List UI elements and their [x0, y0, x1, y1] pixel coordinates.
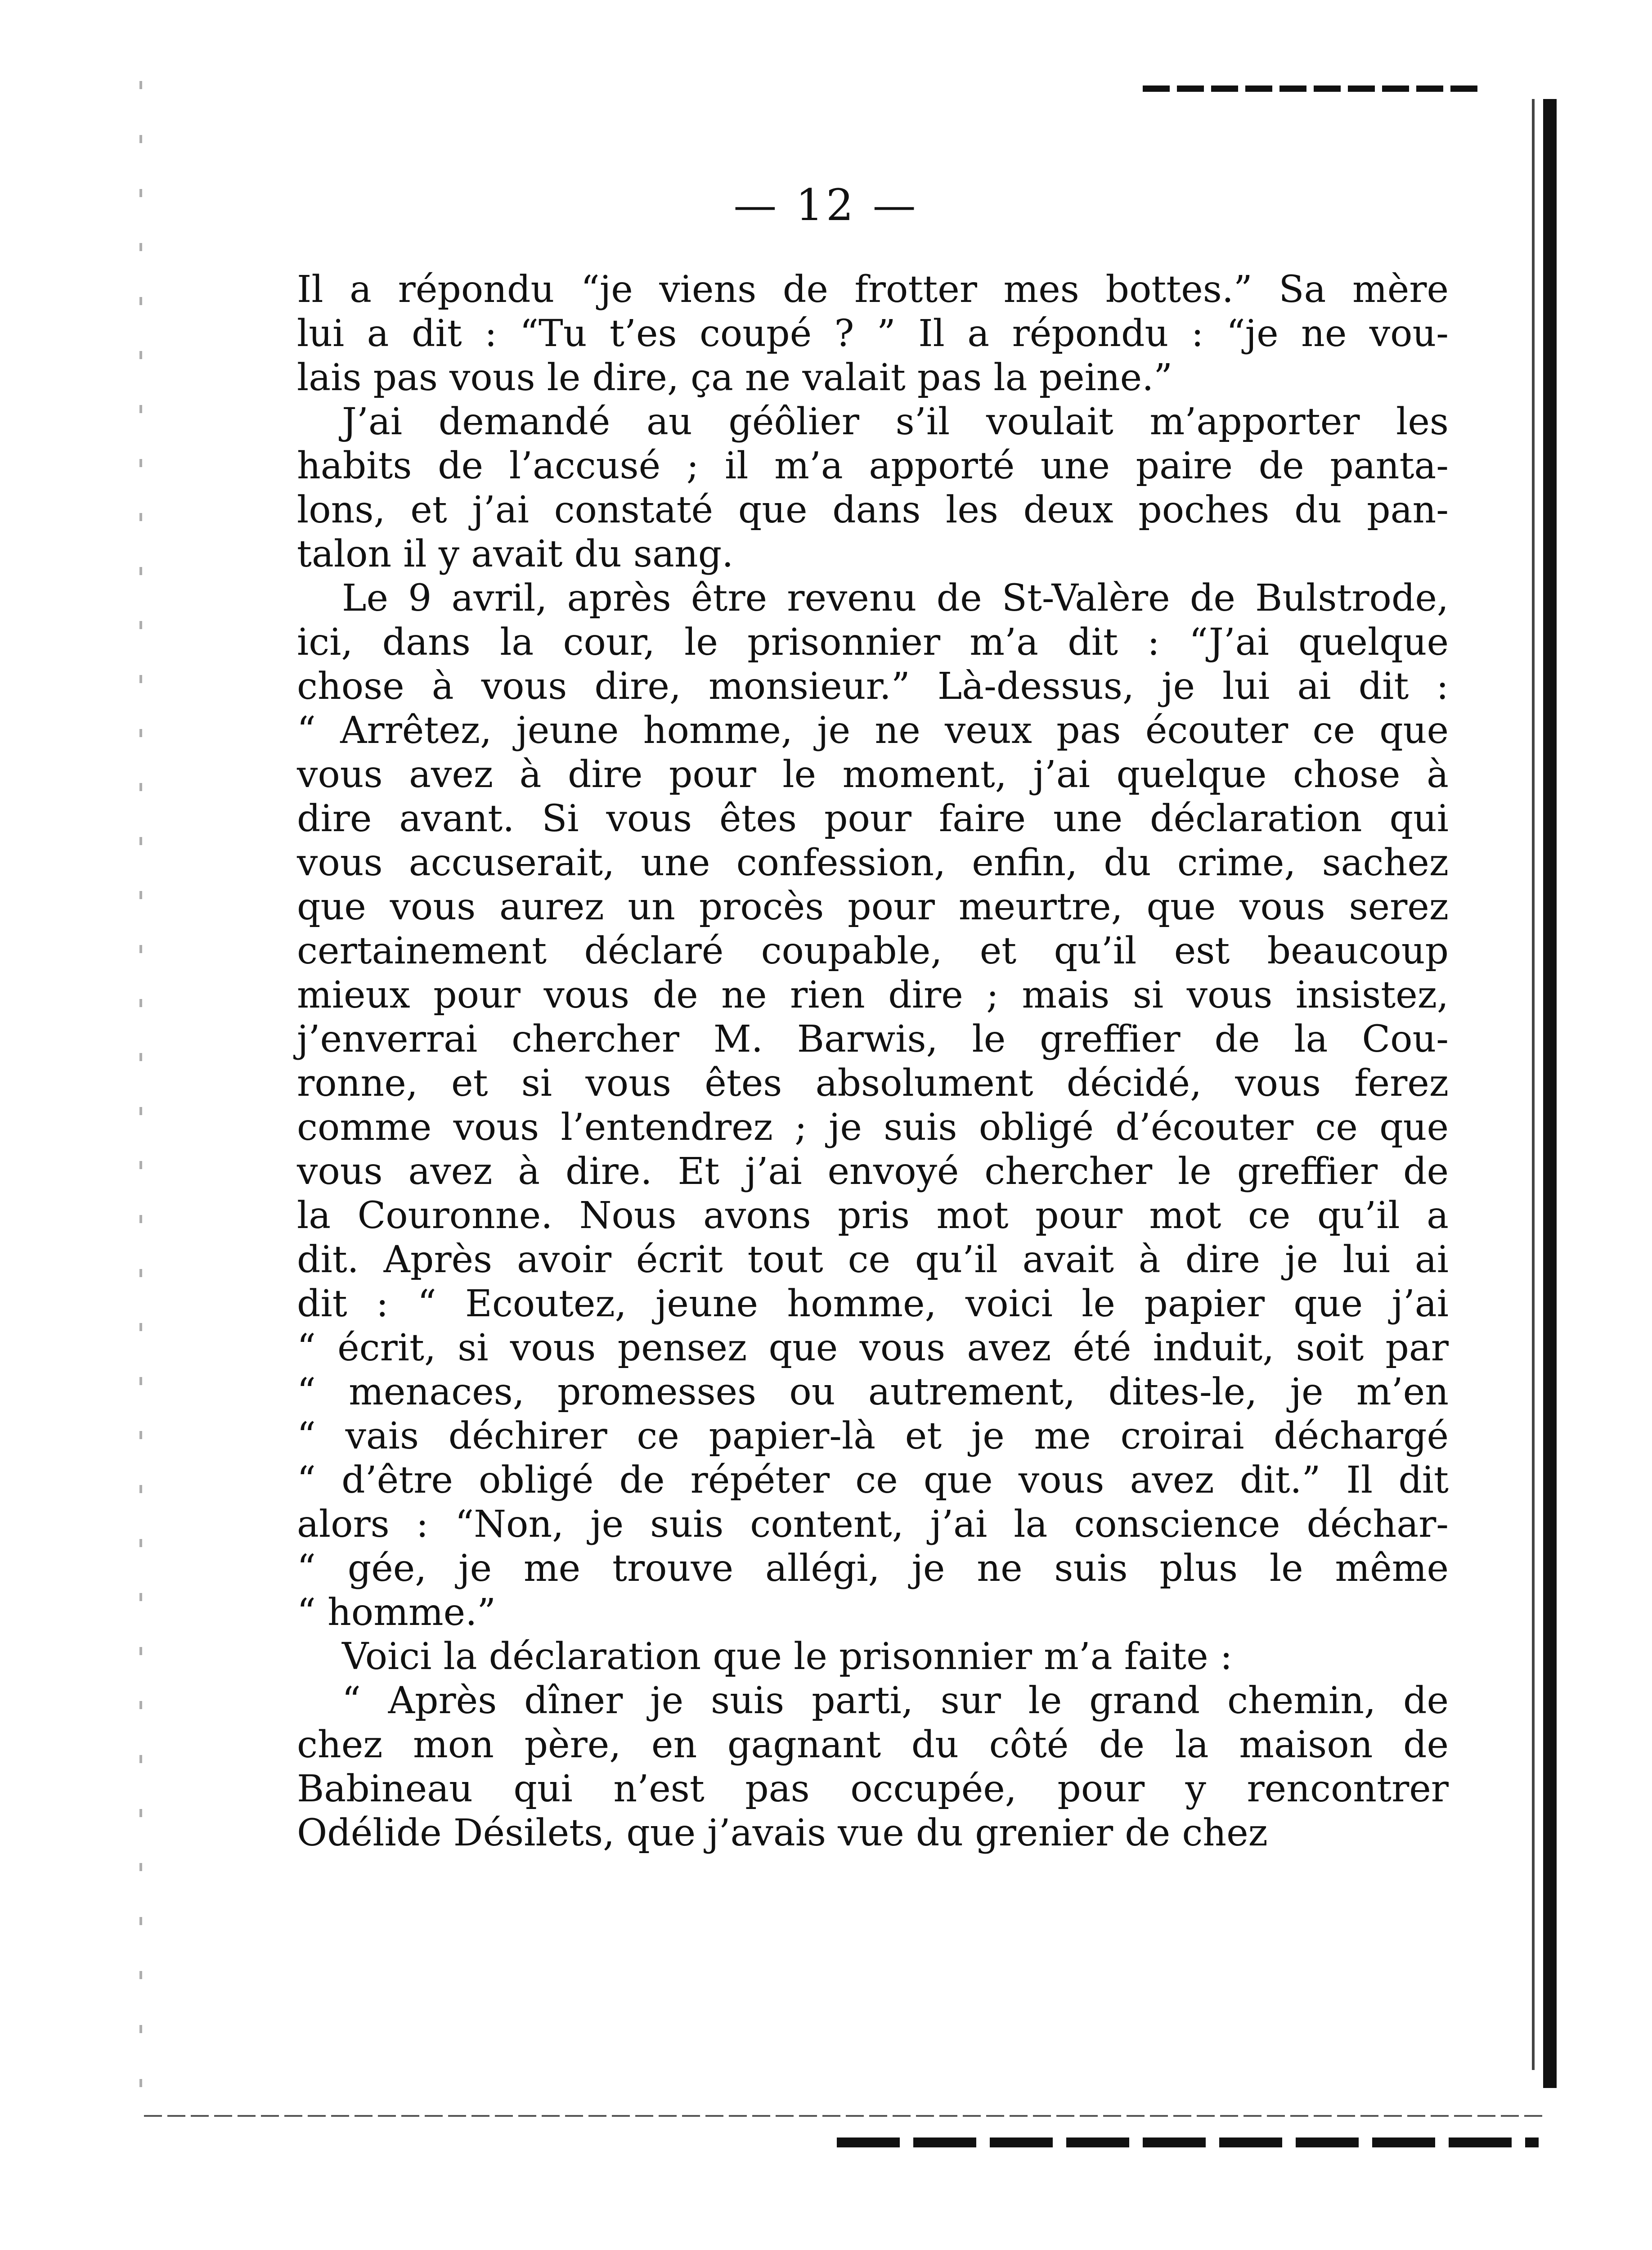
- text-line: vous avez à dire pour le moment, j’ai quelque chose à: [297, 753, 1449, 796]
- paragraph: [297, 268, 1449, 400]
- text-line: ici, dans la cour, le prisonnier m’a dit : “J’ai quelque: [297, 621, 1449, 664]
- text-line: ronne, et si vous êtes absolument décidé, vous ferez: [297, 1062, 1449, 1105]
- paragraph: [297, 1635, 1449, 1679]
- text-line: “ écrit, si vous pensez que vous avez été induit, soit par: [297, 1327, 1449, 1369]
- text-line: comme vous l’entendrez ; je suis obligé d’écouter ce que: [297, 1106, 1449, 1149]
- paragraph: [297, 576, 1449, 1635]
- text-line: dit. Après avoir écrit tout ce qu’il avait à dire je lui ai: [297, 1238, 1449, 1281]
- text-line: talon il y avait du sang.: [297, 533, 734, 576]
- text-line: chose à vous dire, monsieur.” Là-dessus, je lui ai dit :: [297, 665, 1449, 708]
- text-line: Voici la déclaration que le prisonnier m’a faite :: [342, 1635, 1233, 1678]
- text-line: “ gée, je me trouve allégi, je ne suis plus le même: [297, 1547, 1449, 1590]
- text-line: “ d’être obligé de répéter ce que vous avez dit.” Il dit: [297, 1459, 1449, 1502]
- right-edge-rule: [1543, 99, 1557, 2088]
- text-line: vous avez à dire. Et j’ai envoyé chercher le greffier de: [297, 1150, 1449, 1193]
- text-line: Odélide Désilets, que j’avais vue du grenier de chez: [297, 1812, 1268, 1854]
- paragraph: [297, 1679, 1449, 1855]
- text-line: Le 9 avril, après être revenu de St-Valère de Bulstrode,: [342, 577, 1449, 620]
- text-line: la Couronne. Nous avons pris mot pour mot ce qu’il a: [297, 1194, 1449, 1237]
- text-line: lons, et j’ai constaté que dans les deux poches du pan-: [297, 489, 1449, 531]
- text-line: dire avant. Si vous êtes pour faire une déclaration qui: [297, 797, 1449, 840]
- text-line: Babineau qui n’est pas occupée, pour y rencontrer: [297, 1768, 1449, 1810]
- left-edge-marks: [139, 81, 142, 2106]
- text-line: que vous aurez un procès pour meurtre, que vous serez: [297, 886, 1449, 928]
- text-line: lui a dit : “Tu t’es coupé ? ” Il a répondu : “je ne vou-: [297, 312, 1449, 355]
- paragraph: [297, 400, 1449, 576]
- text-line: lais pas vous le dire, ça ne valait pas la peine.”: [297, 356, 1173, 399]
- text-line: “ menaces, promesses ou autrement, dites-le, je m’en: [297, 1371, 1449, 1413]
- text-line: habits de l’accusé ; il m’a apporté une paire de panta-: [297, 445, 1449, 487]
- text-line: J’ai demandé au géôlier s’il voulait m’apporter les: [342, 400, 1449, 443]
- text-line: “ Après dîner je suis parti, sur le grand chemin, de: [342, 1679, 1449, 1722]
- bottom-edge-line: [144, 2115, 1548, 2117]
- bottom-dash-marks: [837, 2138, 1539, 2147]
- text-line: “ homme.”: [297, 1591, 496, 1634]
- text-line: Il a répondu “je viens de frotter mes bottes.” Sa mère: [297, 268, 1449, 311]
- text-line: chez mon père, en gagnant du côté de la maison de: [297, 1724, 1449, 1766]
- page-number: — 12 —: [733, 180, 919, 230]
- text-line: “ Arrêtez, jeune homme, je ne veux pas écouter ce que: [297, 709, 1449, 752]
- body-text: [297, 268, 1449, 1855]
- text-line: certainement déclaré coupable, et qu’il est beaucoup: [297, 930, 1449, 972]
- right-edge-thin-rule: [1532, 99, 1535, 2070]
- top-dash-marks: [1143, 86, 1485, 92]
- text-line: dit : “ Ecoutez, jeune homme, voici le papier que j’ai: [297, 1282, 1449, 1325]
- text-line: mieux pour vous de ne rien dire ; mais si vous insistez,: [297, 974, 1449, 1017]
- text-line: j’enverrai chercher M. Barwis, le greffier de la Cou-: [297, 1018, 1449, 1061]
- text-line: “ vais déchirer ce papier-là et je me croirai déchargé: [297, 1415, 1449, 1458]
- text-line: vous accuserait, une confession, enfin, du crime, sachez: [297, 842, 1449, 884]
- text-line: alors : “Non, je suis content, j’ai la conscience déchar-: [297, 1503, 1449, 1546]
